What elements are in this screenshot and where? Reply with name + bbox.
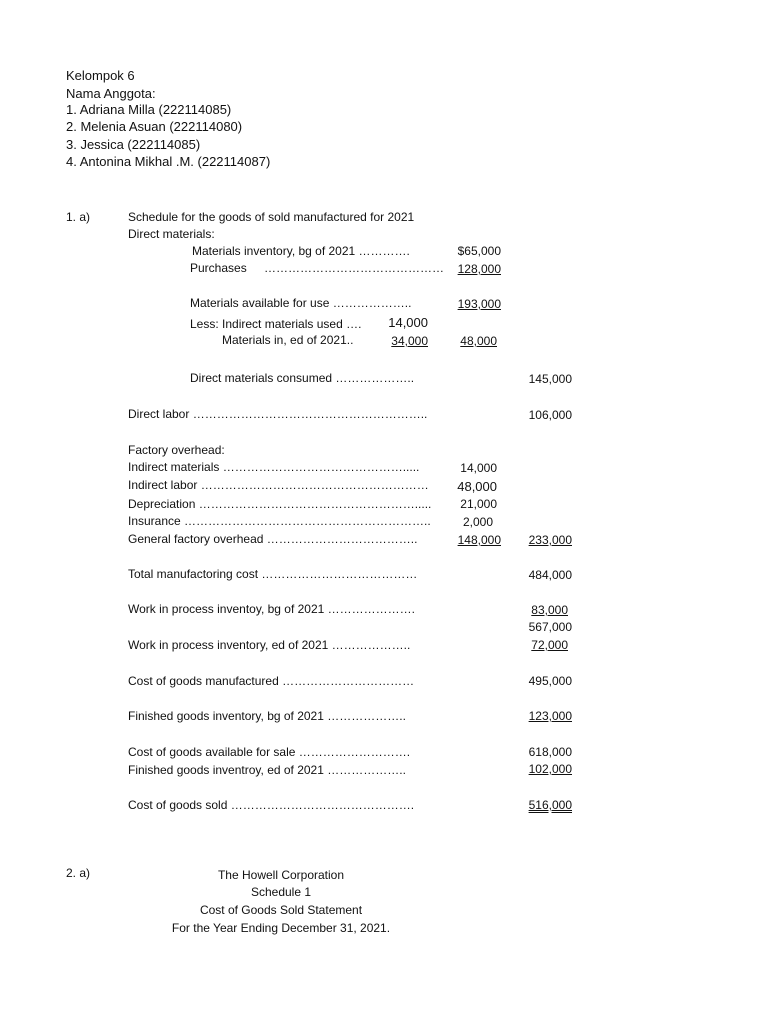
statement-period: For the Year Ending December 31, 2021. (171, 921, 391, 935)
available-value: 193,000 (457, 297, 501, 311)
materials-consumed-label: Direct materials consumed ……………….. (190, 371, 415, 385)
purchases-label: Purchases (190, 261, 247, 275)
depreciation-value: 21,000 (460, 497, 497, 511)
depreciation-label: Depreciation ………………………………………………..... (128, 497, 432, 511)
member-item: 1. Adriana Milla (222114085) (66, 102, 232, 117)
cogas-value: 618,000 (528, 745, 572, 759)
indirect-labor-label: Indirect labor ………………………………………………… (128, 478, 429, 492)
materials-consumed-value: 145,000 (528, 372, 572, 386)
member-item: 2. Melenia Asuan (222114080) (66, 119, 243, 134)
wip-ending-value: 72,000 (531, 638, 568, 652)
members-label: Nama Anggota: (66, 86, 156, 101)
insurance-label: Insurance …………………………………………………….. (128, 514, 431, 528)
materials-inventory-label: Materials inventory, bg of 2021 …………. (192, 244, 410, 258)
cogm-value: 495,000 (528, 674, 572, 688)
total-manufacturing-value: 484,000 (528, 568, 572, 582)
cogm-label: Cost of goods manufactured …………………………… (128, 674, 415, 688)
available-label: Materials available for use ……………….. (190, 296, 412, 310)
less-indirect-label: Less: Indirect materials used …. (190, 317, 362, 331)
direct-labor-value: 106,000 (528, 408, 572, 422)
schedule-title: Schedule for the goods of sold manufactured for 2021 (128, 210, 415, 224)
wip-subtotal-value: 567,000 (528, 620, 572, 634)
general-overhead-value: 148,000 (457, 533, 501, 547)
less-indirect-value: 14,000 (388, 315, 428, 330)
wip-ending-label: Work in process inventory, ed of 2021 ……………….. (128, 638, 411, 652)
company-name: The Howell Corporation (217, 868, 345, 882)
materials-ending-label: Materials in, ed of 2021.. (222, 333, 354, 347)
materials-inventory-value: $65,000 (457, 244, 501, 258)
wip-beginning-label: Work in process inventoy, bg of 2021 …………………. (128, 602, 415, 616)
insurance-value: 2,000 (462, 515, 493, 529)
question-number: 1. a) (66, 210, 91, 224)
member-item: 3. Jessica (222114085) (66, 137, 201, 152)
total-manufacturing-label: Total manufactoring cost ………………………………… (128, 567, 418, 581)
direct-materials-heading: Direct materials: (128, 227, 215, 241)
fg-ending-label: Finished goods inventroy, ed of 2021 ……………….. (128, 763, 406, 777)
fg-ending-value: 102,000 (528, 762, 572, 776)
question-number: 2. a) (66, 866, 91, 880)
indirect-labor-value: 48,000 (457, 479, 497, 494)
factory-overhead-heading: Factory overhead: (128, 443, 225, 457)
purchases-dots: ……………………………………… (264, 261, 444, 275)
cogs-value: 516,000 (528, 798, 572, 812)
indirect-materials-label: Indirect materials ………………………………………..... (128, 460, 420, 474)
statement-title: Cost of Goods Sold Statement (199, 903, 363, 917)
less-total-value: 48,000 (460, 334, 497, 348)
materials-ending-value: 34,000 (391, 334, 428, 348)
schedule-label: Schedule 1 (250, 885, 312, 899)
group-name: Kelompok 6 (66, 68, 135, 83)
overhead-total-value: 233,000 (528, 533, 572, 547)
cogs-label: Cost of goods sold ………………………………………. (128, 798, 415, 812)
member-item: 4. Antonina Mikhal .M. (222114087) (66, 154, 271, 169)
indirect-materials-value: 14,000 (460, 461, 497, 475)
general-overhead-label: General factory overhead ……………………………….. (128, 532, 418, 546)
cogas-label: Cost of goods available for sale ………………………. (128, 745, 411, 759)
fg-beginning-label: Finished goods inventory, bg of 2021 ……………….. (128, 709, 406, 723)
fg-beginning-value: 123,000 (528, 709, 572, 723)
purchases-value: 128,000 (457, 262, 501, 276)
direct-labor-label: Direct labor ………………………………………………….. (128, 407, 428, 421)
wip-beginning-value: 83,000 (531, 603, 568, 617)
